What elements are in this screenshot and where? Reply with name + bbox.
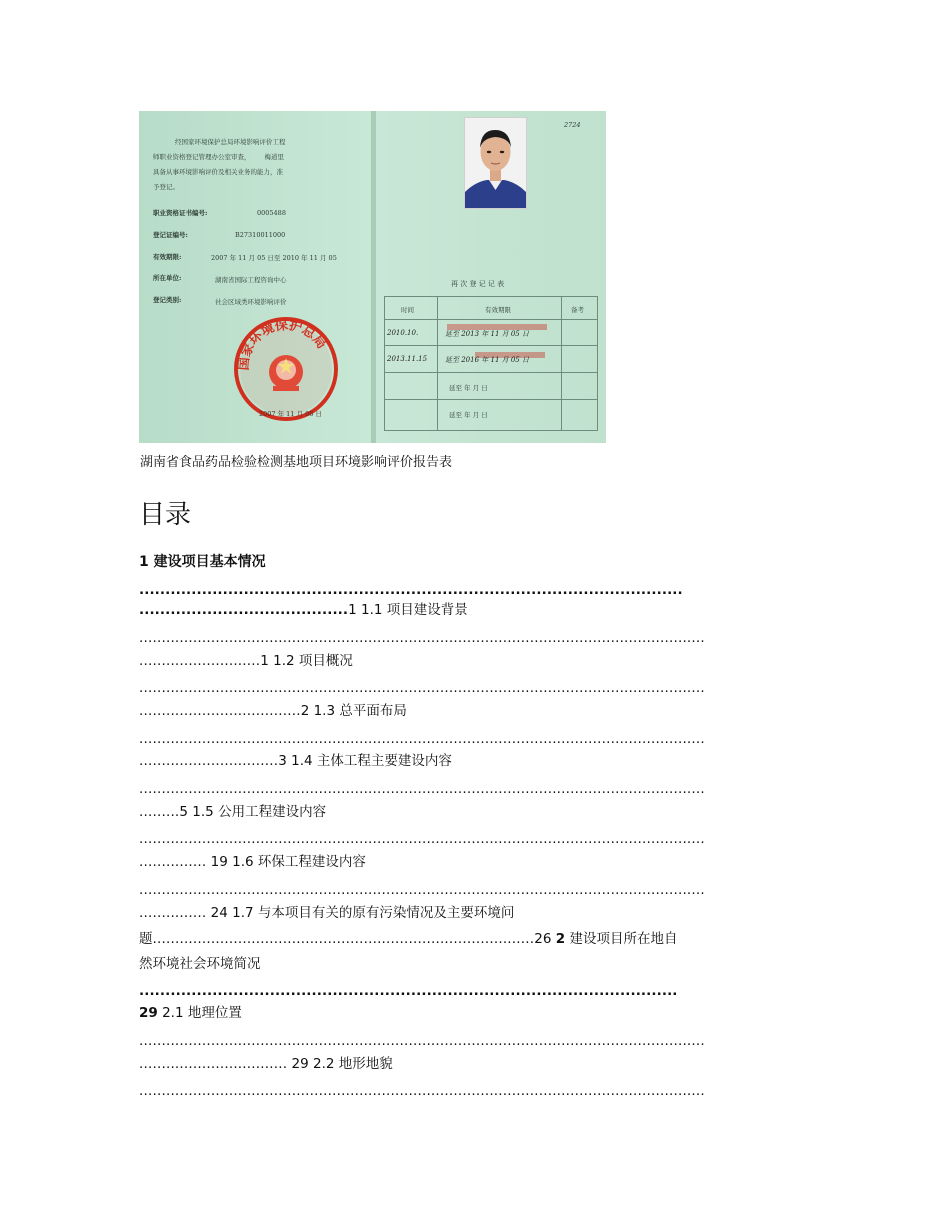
toc-leader: ..............................................................................................................................: [139, 781, 705, 797]
toc-leader: ..............................................................................................................................: [139, 731, 705, 747]
toc-leader: ..............................................................................................................................: [139, 630, 705, 646]
toc-leader: ..............................................................................................................................: [139, 680, 705, 696]
register-period: 延至 2013 年 11 月 05 日: [445, 330, 529, 338]
register-col-divider: [561, 297, 562, 430]
toc-leader: ........................................................................................................: [139, 582, 683, 598]
toc-leader: ..............................................................................................................................: [139, 1033, 705, 1049]
toc-leader: ..............................................................................................................................: [139, 882, 705, 898]
certificate-fold: [371, 111, 376, 443]
cert-field-label: 有效期限:: [153, 253, 182, 261]
register-row-divider: [385, 345, 597, 346]
cert-intro-line: 师职业资格登记管理办公室审查， 梅道里: [153, 153, 284, 161]
toc-heading: 目录: [139, 500, 192, 530]
register-header: 时间: [401, 306, 414, 314]
toc-entry: ...........................1 1.2 项目概况: [139, 653, 353, 669]
register-row-divider: [385, 319, 597, 320]
toc-entry: ...............................3 1.4 主体工程主要建设内容: [139, 753, 452, 769]
cert-field-value: 社会区域类环境影响评价: [215, 298, 287, 306]
toc-entry: ........................................1 1.1 项目建设背景: [139, 602, 468, 618]
register-row-divider: [385, 372, 597, 373]
register-header: 有效期限: [485, 306, 511, 314]
cert-field-label: 登记类别:: [153, 296, 182, 304]
cert-intro-line: 予登记。: [153, 183, 179, 191]
toc-entry: ....................................2 1.3 总平面布局: [139, 703, 407, 719]
cert-intro-line: 具备从事环境影响评价及相关业务的能力，准: [153, 168, 283, 176]
certificate-image: [139, 111, 606, 443]
register-header: 备考: [571, 306, 584, 314]
register-time: 2013.11.15: [387, 355, 428, 363]
register-title: 再 次 登 记 记 表: [451, 280, 505, 288]
toc-entry: 然环境社会环境简况: [139, 956, 261, 972]
cert-corner-number: 2724: [564, 121, 581, 129]
portrait-photo: [464, 117, 527, 209]
cert-field-value: 湖南省国际工程咨询中心: [215, 276, 287, 284]
cert-seal-date: 2007 年 11 月 06 日: [259, 410, 322, 418]
cert-field-label: 所在单位:: [153, 274, 182, 282]
cert-field-value: 0005488: [257, 209, 286, 217]
official-seal-icon: [231, 314, 341, 424]
toc-entry: 题.....................................................................................26 2 建设项目所在地自: [139, 931, 678, 947]
register-table: [384, 296, 598, 431]
toc-entry: ............... 19 1.6 环保工程建设内容: [139, 854, 366, 870]
register-time: 2010.10.: [387, 329, 419, 337]
register-row-divider: [385, 399, 597, 400]
toc-leader: ..............................................................................................................................: [139, 1083, 705, 1099]
register-period: 延至 年 月 日: [449, 411, 488, 419]
toc-leader: .......................................................................................................: [139, 983, 678, 999]
register-period: 延至 年 月 日: [449, 384, 488, 392]
register-col-divider: [437, 297, 438, 430]
toc-entry: .........5 1.5 公用工程建设内容: [139, 804, 327, 820]
toc-entry: ................................. 29 2.2 地形地貌: [139, 1056, 393, 1072]
cert-intro-line: 经国家环境保护总局环境影响评价工程: [175, 138, 286, 146]
person-icon: [465, 118, 526, 208]
toc-entry: ............... 24 1.7 与本项目有关的原有污染情况及主要环境问: [139, 905, 515, 921]
cert-field-label: 登记证编号:: [153, 231, 188, 239]
svg-text:国家环境保护总局: 国家环境保护总局: [236, 317, 329, 371]
cert-field-value: 2007 年 11 月 05 日至 2010 年 11 月 05: [211, 254, 337, 262]
toc-leader: ..............................................................................................................................: [139, 831, 705, 847]
cert-field-label: 职业资格证书编号:: [153, 209, 208, 217]
register-period: 延至 2016 年 11 月 05 日: [445, 356, 529, 364]
figure-caption: 湖南省食品药品检验检测基地项目环境影响评价报告表: [140, 455, 453, 470]
cert-field-value: B27310011000: [235, 231, 286, 239]
toc-entry: 29 2.1 地理位置: [139, 1005, 242, 1021]
toc-entry: 1 建设项目基本情况: [139, 554, 266, 570]
